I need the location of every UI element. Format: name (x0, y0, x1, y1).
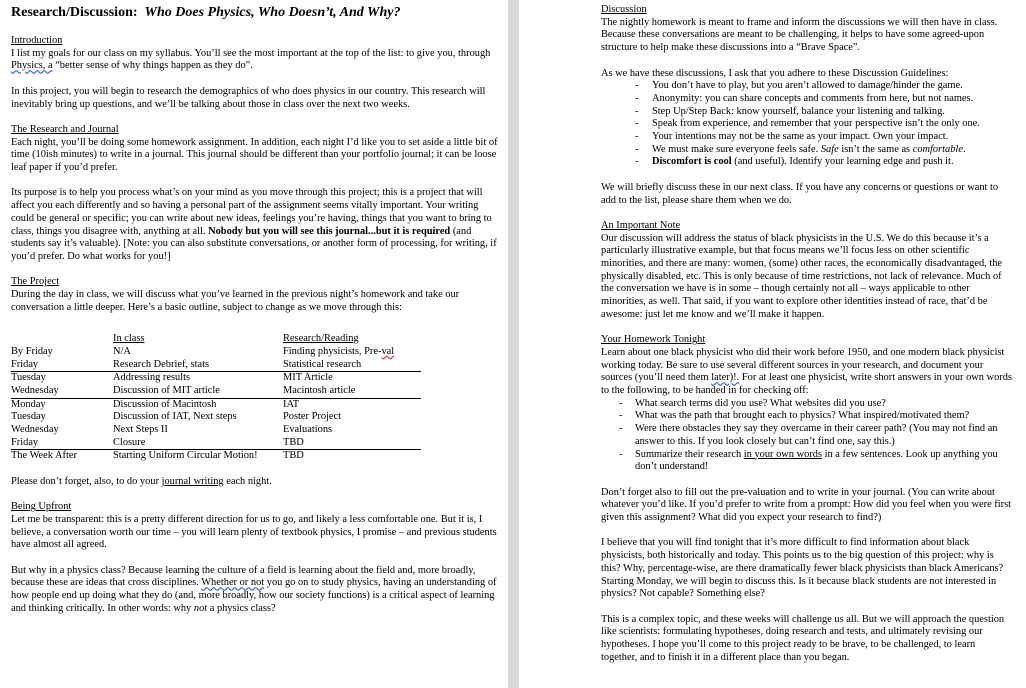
homework-questions-list (601, 398, 1014, 474)
heading-introduction: Introduction (11, 35, 63, 46)
schedule-row: Wednesday Next Steps II Evaluations (11, 424, 333, 436)
schedule-row: Tuesday Addressing results MIT Article (11, 372, 333, 384)
heading-research-journal: The Research and Journal (11, 123, 119, 135)
homework-question: - Were there obstacles they say they overcame in their career path? (You may not find an answer to this. If you look closely but can’t find one, say this.) (619, 423, 1014, 448)
discussion-paragraph-1: The nightly homework is meant to frame and inform the discussions we will then have in class. Because these conversations are meant to be challenging, it helps to have some agreed-upon structure to help make these discussions into a “Brave Space”. (601, 16, 998, 54)
document-title: Research/Discussion: Who Does Physics, Who Doesn’t, And Why? (11, 5, 401, 20)
guideline-item: - Discomfort is cool (and useful). Identify your learning edge and push it. (635, 156, 1014, 169)
document-page-left (0, 0, 508, 688)
guideline-item: - Step Up/Step Back: know yourself, balance your listening and talking. (635, 106, 1014, 119)
intro-paragraph-2: In this project, you will begin to research the demographics of who does physics in our country. This research will inevitably bring up questions, and we’ll be talking about those in class over the next two weeks. (11, 85, 486, 110)
heading-homework: Your Homework Tonight (601, 334, 706, 346)
guideline-item: - You don’t have to play, but you aren’t allowed to damage/hinder the game. (635, 80, 1014, 93)
schedule-header-row (11, 333, 421, 346)
heading-project: The Project (11, 276, 60, 288)
discussion-guidelines-list (601, 80, 1014, 169)
schedule-row: Tuesday Discussion of IAT, Next steps Poster Project (11, 411, 342, 423)
schedule-table (11, 333, 421, 463)
homework-paragraph-1: Learn about one black physicist who did their work before 1950, and one modern black physicist working today. Be sure to use several different sources in your research, and document your sources (you’ll need them later)!. For at least one physicist, write short answers in your own words to the following, to be handed in for checking off: (601, 346, 1012, 397)
schedule-row: The Week After Starting Uniform Circular Motion! TBD (11, 450, 304, 462)
schedule-row: By Friday N/A Finding physicists, Pre-val (11, 345, 395, 357)
homework-paragraph-4: This is a complex topic, and these weeks will challenge us all. But we will approach the question like scientists: formulating hypotheses, doing research and tests, and ultimately revising our hypotheses. I hope you’ll come to this project ready to be brave, to be challenged, to learn together, and to finish it in a different place than you began. (601, 613, 1005, 663)
schedule-row: Monday Discussion of Macintosh IAT (11, 398, 300, 410)
guideline-item: - We must make sure everyone feels safe. Safe isn’t the same as comfortable. (635, 144, 1014, 157)
guideline-item: - Speak from experience, and remember that your perspective isn’t the only one. (635, 118, 1014, 131)
heading-discussion: Discussion (601, 4, 647, 15)
intro-paragraph-1: I list my goals for our class on my syllabus. You’ll see the most important at the top of the list: to give you, through Physics, a “better sense of why things happen as they do”. (11, 47, 491, 72)
heading-important-note: An Important Note (601, 219, 681, 231)
journal-paragraph-2: Its purpose is to help you process what’s on your mind as you move through this project; this is a project that will affect you each differently and so having a personal part of the assignment seems vitally important. Your writing could be general or specific; you can write about new ideas, feelings you’re having, things that you want to bring to class, things you disagree with, anything at all. Nobody but you will see this journal...but it is required (and students say it’s valuable). [Note: you can also substitute conversations, or another form of processing, for writing, if you’d prefer. Do what works for you!] (11, 187, 497, 262)
guideline-item: - Anonymity: you can share concepts and comments from here, but not names. (635, 93, 1014, 106)
schedule-col-research: Research/Reading (283, 333, 359, 345)
schedule-col-inclass: In class (113, 333, 145, 345)
schedule-row: Wednesday Discussion of MIT article Macintosh article (11, 385, 421, 398)
heading-being-upfront: Being Upfront (11, 501, 72, 513)
upfront-paragraph-1: Let me be transparent: this is a pretty different direction for us to go, and likely a less comfortable one. But it is, I believe, a conversation worth our time – you will learn plenty of textbook physics, I promise – and previous students have almost all agreed. (11, 513, 497, 551)
discussion-paragraph-3: We will briefly discuss these in our next class. If you have any concerns or questions or want to add to the list, please share them when we do. (601, 181, 999, 206)
homework-paragraph-2: Don’t forget also to fill out the pre-valuation and to write in your journal. (You can write about whatever you’d like. If you’d prefer to write from a prompt: How did you feel when you were first given this assignment? What did you expect your research to find?) (601, 486, 1012, 524)
journal-paragraph-1: Each night, you’ll be doing some homework assignment. In addition, each night I’d like you to set aside a little bit of time (10ish minutes) to write in a journal. This journal should be different than your portfolio journal; it can be loose leaf paper if you’d prefer. (11, 136, 498, 173)
homework-paragraph-3: I believe that you will find tonight that it’s more difficult to find information about black physicists, both historically and today. This points us to the big question of this project: why is this? Why, percentage-wise, are there dramatically fewer black physicists than black Americans? Starting Monday, we will begin to discuss this. Is it because black students are not interested in physics? Not capable? Something else? (601, 537, 1004, 600)
discussion-paragraph-2: As we have these discussions, I ask that you adhere to these Discussion Guidelines: (601, 67, 949, 79)
schedule-row: Friday Closure TBD (11, 437, 421, 450)
note-paragraph: Our discussion will address the status of black physicists in the U.S. We do this because it’s a particularly illustrative example, but that focus means we’ll focus less on other scientific minorities, and there are many: women, (some) other races, the economically disadvantaged, the physically disabled, etc. This is only because of time restrictions, not lack of relevance. Much of the conversation we have is in some – though certainly not all – ways applicable to other minorities, as well. That said, if you want to explore other identities instead of race, that’d be awesome: just let me know and we’ll make it happen. (601, 232, 1003, 320)
journal-reminder: Please don’t forget, also, to do your journal writing each night. (11, 475, 272, 487)
document-page-right (519, 0, 1026, 688)
homework-question: - What was the path that brought each to physics? What inspired/motivated them? (619, 410, 1014, 423)
schedule-row: Friday Research Debrief, stats Statistical research (11, 359, 421, 372)
upfront-paragraph-2: But why in a physics class? Because learning the culture of a field is learning about the field and, more broadly, because these are ideas that cross disciplines. Whether or not you go on to study physics, having an understanding of how people end up doing what they do (and, more broadly, how our society functions) is a critical aspect of learning and thinking critically. In other words: why not a physics class? (11, 564, 497, 614)
guideline-item: - Your intentions may not be the same as your impact. Own your impact. (635, 131, 1014, 144)
project-paragraph: During the day in class, we will discuss what you’ve learned in the previous night’s homework and take our conversation a little deeper. Here’s a basic outline, subject to change as we move through this: (11, 289, 460, 313)
homework-question: - What search terms did you use? What websites did you use? (619, 398, 1014, 411)
homework-question: - Summarize their research in your own words in a few sentences. Look up anything you don’t understand! (619, 449, 1014, 474)
